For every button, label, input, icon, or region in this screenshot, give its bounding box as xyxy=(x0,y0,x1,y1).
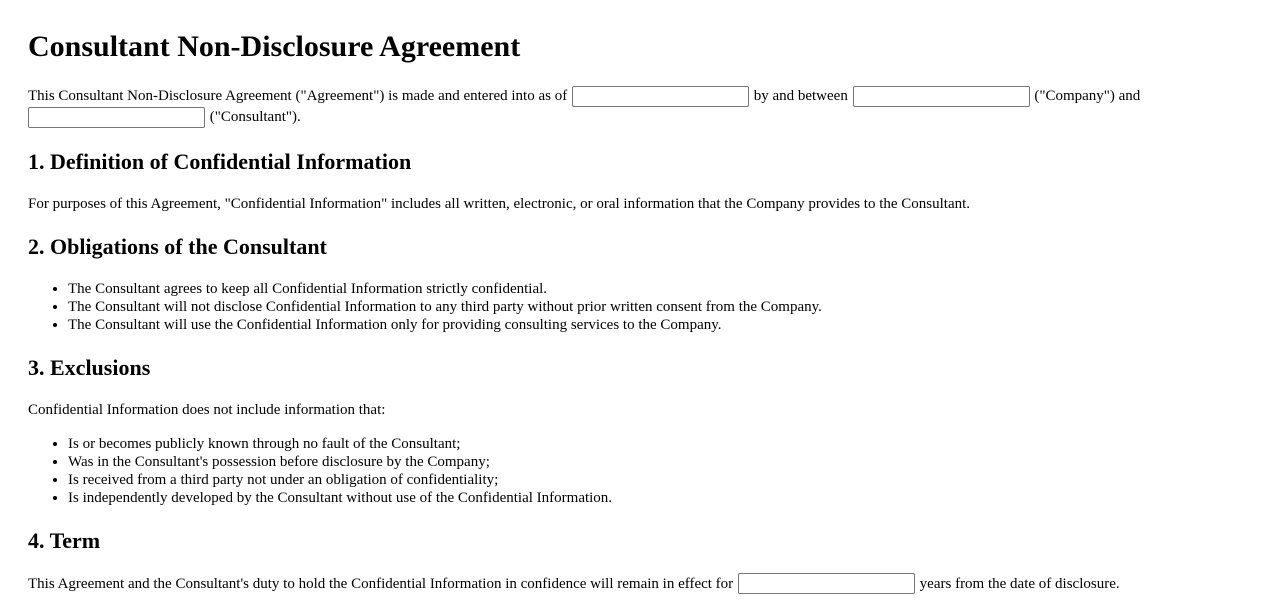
list-item: • The Consultant will not disclose Confidential Information to any third party without prior written consent from the Company. xyxy=(68,298,822,316)
list-item: • Was in the Consultant's possession before disclosure by the Company; xyxy=(68,453,612,471)
section-1-heading: 1. Definition of Confidential Information xyxy=(28,149,412,174)
list-item: • Is received from a third party not under an obligation of confidentiality; xyxy=(68,471,612,489)
section-3-text: Confidential Information does not include information that: xyxy=(28,402,386,418)
list-item: • The Consultant agrees to keep all Confidential Information strictly confidential. xyxy=(68,280,822,298)
agreement-date-field[interactable] xyxy=(572,86,749,107)
exclusions-list xyxy=(28,435,612,507)
intro-text-4: ("Consultant"). xyxy=(209,109,301,126)
section-4-text xyxy=(28,574,1120,594)
list-item: • Is independently developed by the Consultant without use of the Confidential Information. xyxy=(68,489,612,507)
term-text-after: years from the date of disclosure. xyxy=(919,576,1120,592)
intro-text-1: This Consultant Non-Disclosure Agreement ("Agreement") is made and entered into as of xyxy=(28,88,568,104)
section-4-heading: 4. Term xyxy=(28,528,101,553)
intro-text-2: by and between xyxy=(753,88,848,104)
list-item: • Is or becomes publicly known through no fault of the Consultant; xyxy=(68,435,612,453)
list-item: • The Consultant will use the Confidential Information only for providing consulting services to the Company. xyxy=(68,316,822,334)
term-text-before: This Agreement and the Consultant's duty to hold the Confidential Information in confidence will remain in effect for xyxy=(28,576,734,592)
term-years-field[interactable] xyxy=(738,573,915,594)
section-2-heading: 2. Obligations of the Consultant xyxy=(28,234,327,259)
section-1-text: For purposes of this Agreement, "Confidential Information" includes all written, electronic, or oral information that the Company provides to the Consultant. xyxy=(28,196,971,212)
consultant-name-field[interactable] xyxy=(28,107,205,128)
section-3-heading: 3. Exclusions xyxy=(28,355,151,380)
page-title: Consultant Non-Disclosure Agreement xyxy=(28,30,521,63)
obligations-list xyxy=(28,280,822,334)
intro-paragraph xyxy=(28,86,1250,128)
intro-text-3: ("Company") and xyxy=(1034,88,1141,104)
company-name-field[interactable] xyxy=(853,86,1030,107)
